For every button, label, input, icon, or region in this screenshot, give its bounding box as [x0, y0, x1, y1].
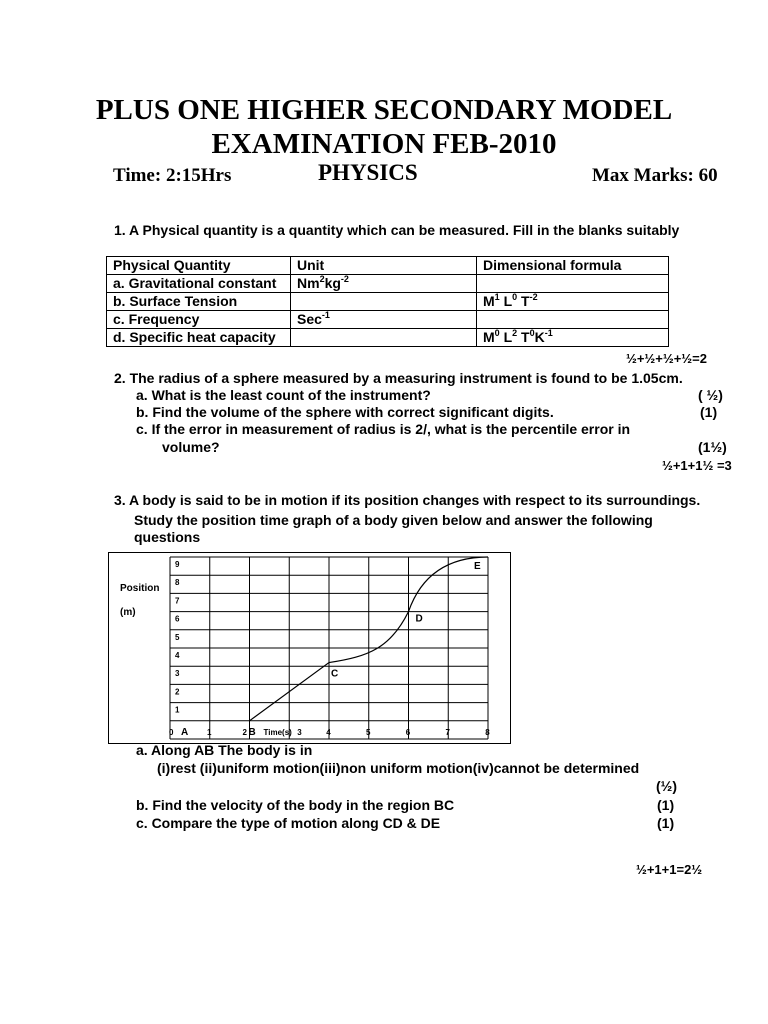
unit-exponent-2: -2 — [340, 274, 349, 284]
x-tick-label: 8 — [485, 728, 490, 737]
table-row — [107, 329, 669, 347]
x-tick-label: 3 — [297, 728, 302, 737]
unit-base: Nm — [297, 275, 320, 291]
question-3-text: 3. A body is said to be in motion if its position changes with respect to its surroundings. — [114, 492, 701, 508]
question-2c-marks: (1½) — [698, 439, 727, 455]
table-row — [107, 293, 669, 311]
question-3-text-line3: questions — [134, 529, 201, 545]
point-label-b: B — [248, 727, 256, 738]
question-3a: a. Along AB The body is in — [136, 742, 313, 758]
x-tick-label: 0 — [169, 728, 174, 737]
question-3a-marks: (½) — [656, 778, 677, 794]
unit-base-2: kg — [324, 275, 341, 291]
table-header-row — [107, 257, 669, 275]
y-tick-label: 9 — [175, 560, 180, 569]
point-label-a: A — [181, 727, 189, 738]
header-quantity: Physical Quantity — [107, 257, 291, 275]
question-3c-marks: (1) — [657, 815, 675, 831]
question-3c: c. Compare the type of motion along CD & DE — [136, 815, 441, 831]
question-2-text: 2. The radius of a sphere measured by a measuring instrument is found to be 1.05cm. — [114, 370, 683, 386]
point-labels — [181, 561, 481, 738]
quantity-cell: b. Surface Tension — [107, 293, 291, 311]
question-2a: a. What is the least count of the instrument? — [136, 387, 431, 403]
question-3a-options: (i)rest (ii)uniform motion(iii)non uniform motion(iv)cannot be determined — [157, 760, 640, 776]
physical-quantity-table — [106, 256, 669, 347]
header-unit: Unit — [291, 257, 477, 275]
time-label: Time: 2:15Hrs — [113, 165, 232, 186]
table-row — [107, 275, 669, 293]
unit-cell — [291, 275, 477, 293]
unit-cell: Sec$^{-1}$ — [291, 311, 477, 329]
y-tick-label: 8 — [175, 578, 180, 588]
question-2c-line2: volume? — [162, 439, 220, 455]
y-tick-label: 3 — [175, 669, 180, 679]
unit-exponent: 2 — [319, 274, 325, 284]
y-tick-label: 6 — [175, 614, 180, 624]
x-tick-label: 7 — [445, 728, 450, 737]
x-tick-label: 2 — [242, 728, 247, 737]
unit-cell — [291, 293, 477, 311]
y-axis-label-line1: Position — [120, 583, 160, 594]
x-tick-label: 1 — [206, 728, 212, 737]
question-2a-marks: ( ½) — [698, 387, 723, 403]
y-tick-label: 1 — [175, 705, 180, 715]
quantity-cell: a. Gravitational constant — [107, 275, 291, 293]
x-tick-label: 5 — [365, 728, 371, 737]
x-axis-label: Time(s) — [263, 728, 292, 737]
point-label-e: E — [474, 561, 481, 572]
question-2-marks: ½+1+1½ =3 — [662, 458, 732, 473]
exam-title-line2: EXAMINATION FEB-2010 — [211, 128, 557, 160]
question-3-text-line2: Study the position time graph of a body given below and answer the following — [134, 512, 653, 528]
question-3b-marks: (1) — [657, 797, 675, 813]
question-2c: c. If the error in measurement of radius is 2/, what is the percentile error in — [136, 421, 631, 437]
y-tick-label: 7 — [175, 596, 180, 606]
question-1-text: 1. A Physical quantity is a quantity which can be measured. Fill in the blanks suitably — [114, 222, 680, 238]
dim-cell — [477, 311, 669, 329]
subject-label: PHYSICS — [318, 160, 418, 185]
quantity-cell: c. Frequency — [107, 311, 291, 329]
point-label-c: C — [331, 668, 339, 680]
unit-cell — [291, 329, 477, 347]
dim-cell: $M^0$ $L^2$ $T^0K^{-1}$ — [477, 329, 669, 347]
question-3b: b. Find the velocity of the body in the region BC — [136, 797, 455, 813]
y-tick-label: 2 — [175, 687, 180, 697]
grid-lines — [170, 557, 488, 739]
dim-cell: $M^1$ $L^0$ $T^{-2}$ — [477, 293, 669, 311]
point-label-d: D — [415, 613, 423, 625]
question-2b-marks: (1) — [700, 404, 718, 420]
position-time-graph — [108, 552, 512, 744]
table-row — [107, 311, 669, 329]
max-marks-label: Max Marks: 60 — [592, 165, 718, 186]
x-tick-label: 6 — [405, 728, 411, 737]
y-axis-label-line2: (m) — [120, 607, 136, 618]
question-1-marks: ½+½+½+½=2 — [626, 351, 707, 366]
exam-title-line1: PLUS ONE HIGHER SECONDARY MODEL — [95, 94, 673, 126]
header-dimensional-formula: Dimensional formula — [477, 257, 669, 275]
dim-cell — [477, 275, 669, 293]
question-3-marks: ½+1+1=2½ — [636, 862, 703, 877]
quantity-cell: d. Specific heat capacity — [107, 329, 291, 347]
y-tick-label: 4 — [175, 651, 180, 660]
y-tick-label: 5 — [175, 632, 180, 642]
x-tick-label: 4 — [326, 728, 331, 737]
question-2b: b. Find the volume of the sphere with correct significant digits. — [136, 404, 554, 420]
